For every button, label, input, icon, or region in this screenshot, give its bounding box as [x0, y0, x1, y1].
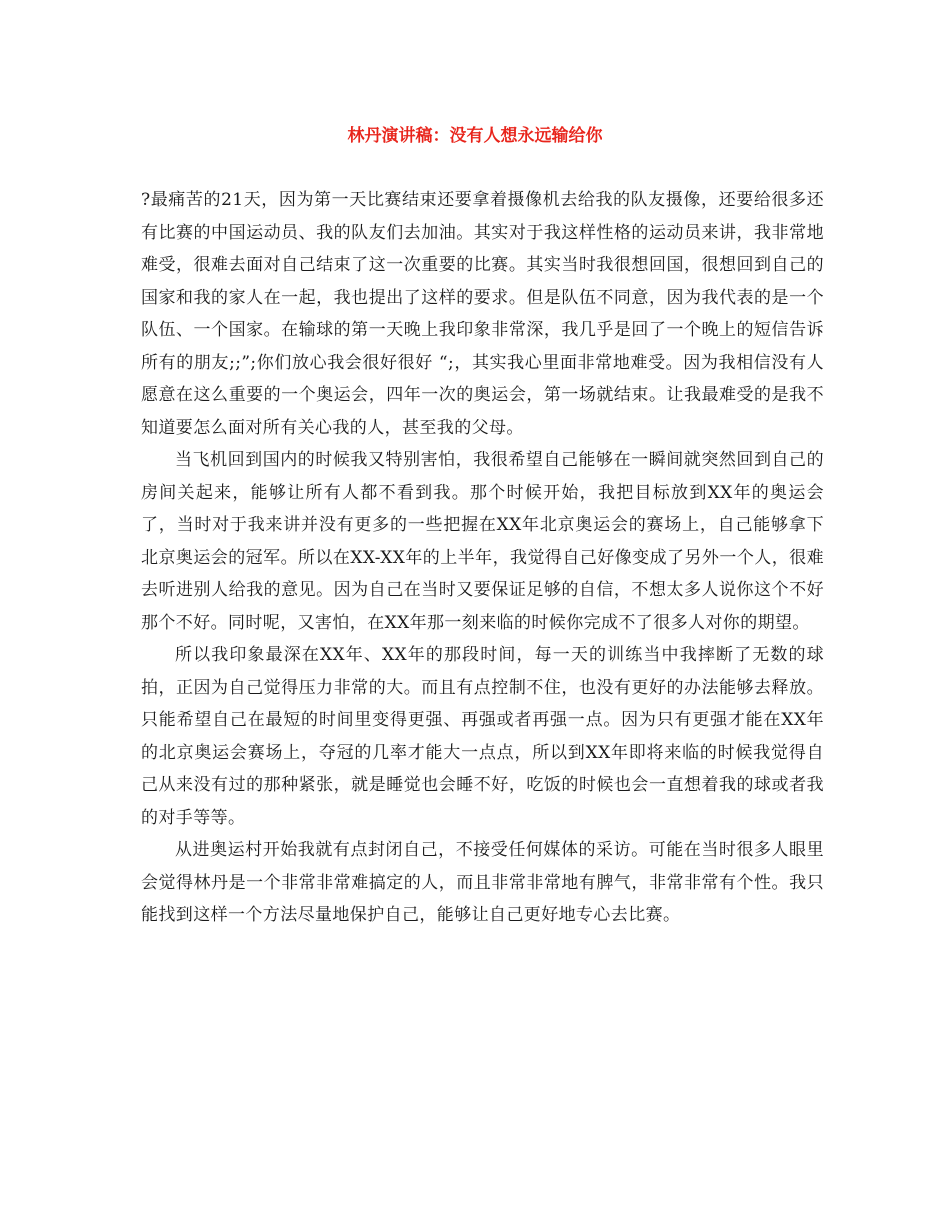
paragraph-1: ?最痛苦的21天，因为第一天比赛结束还要拿着摄像机去给我的队友摄像，还要给很多还有比赛的中国运动员、我的队友们去加油。其实对于我这样性格的运动员来讲，我非常地难受，很难去面对自己结束了这一次重要的比赛。其实当时我很想回国，很想回到自己的国家和我的家人在一起，我也提出了这样的要求。但是队伍不同意，因为我代表的是一个队伍、一个国家。在输球的第一天晚上我印象非常深，我几乎是回了一个晚上的短信告诉所有的朋友;;”;你们放心我会很好很好 “;，其实我心里面非常地难受。因为我相信没有人愿意在这么重要的一个奥运会，四年一次的奥运会，第一场就结束。让我最难受的是我不知道要怎么面对所有关心我的人，甚至我的父母。	[141, 190, 824, 438]
paragraph-4: 从进奥运村开始我就有点封闭自己，不接受任何媒体的采访。可能在当时很多人眼里会觉得林丹是一个非常非常难搞定的人，而且非常非常地有脾气，非常非常有个性。我只能找到这样一个方法尽量地保护自己，能够让自己更好地专心去比赛。	[141, 840, 824, 925]
document-body	[141, 184, 824, 932]
document-title: 林丹演讲稿：没有人想永远输给你	[347, 126, 603, 146]
paragraph-2: 当飞机回到国内的时候我又特别害怕，我很希望自己能够在一瞬间就突然回到自己的房间关起来，能够让所有人都不看到我。那个时候开始，我把目标放到XX年的奥运会了，当时对于我来讲并没有更多的一些把握在XX年北京奥运会的赛场上，自己能够拿下北京奥运会的冠军。所以在XX-XX年的上半年，我觉得自己好像变成了另外一个人，很难去听进别人给我的意见。因为自己在当时又要保证足够的自信，不想太多人说你这个不好那个不好。同时呢，又害怕，在XX年那一刻来临的时候你完成不了很多人对你的期望。	[141, 450, 824, 633]
paragraph-3: 所以我印象最深在XX年、XX年的那段时间，每一天的训练当中我摔断了无数的球拍，正因为自己觉得压力非常的大。而且有点控制不住，也没有更好的办法能够去释放。只能希望自己在最短的时间里变得更强、再强或者再强一点。因为只有更强才能在XX年的北京奥运会赛场上，夺冠的几率才能大一点点，所以到XX年即将来临的时候我觉得自己从来没有过的那种紧张，就是睡觉也会睡不好，吃饭的时候也会一直想着我的球或者我的对手等等。	[141, 645, 824, 828]
